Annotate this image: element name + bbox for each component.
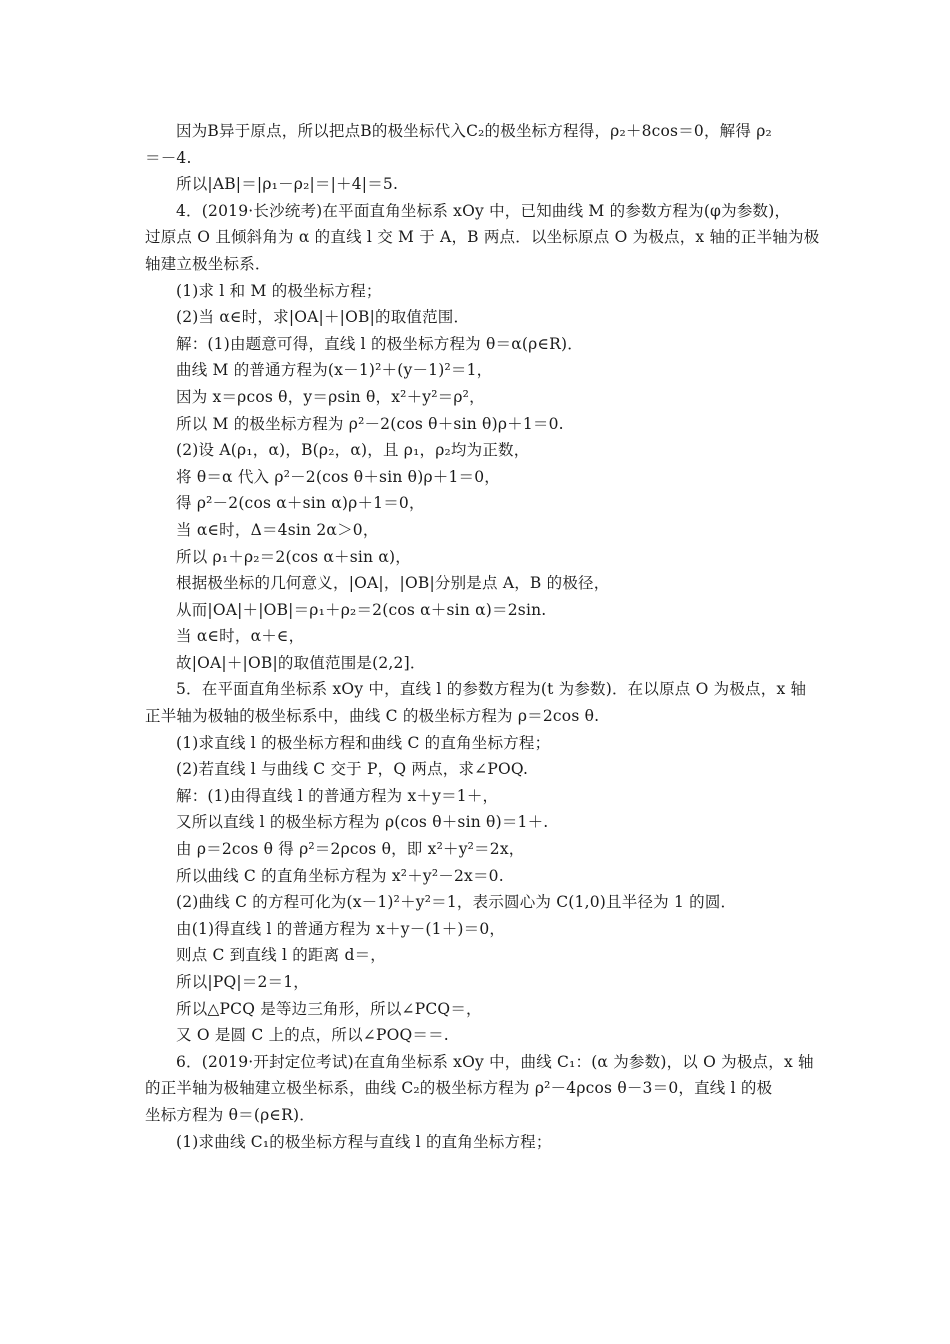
text-line: 过原点 O 且倾斜角为 α 的直线 l 交 M 于 A，B 两点．以坐标原点 O 为极点，x 轴的正半轴为极 — [145, 228, 820, 247]
text-line: 6．(2019·开封定位考试)在直角坐标系 xOy 中，曲线 C₁：(α 为参数)，以 O 为极点，x 轴 — [176, 1052, 814, 1071]
text-line: ＝－4. — [145, 148, 192, 167]
text-line: (2)若直线 l 与曲线 C 交于 P，Q 两点，求∠POQ. — [176, 760, 529, 779]
text-line: 从而|OA|＋|OB|＝ρ₁＋ρ₂＝2(cos α＋sin α)＝2sin. — [176, 600, 547, 619]
text-line: (1)求 l 和 M 的极坐标方程； — [176, 281, 382, 300]
text-line: 解：(1)由得直线 l 的普通方程为 x＋y＝1＋， — [176, 786, 499, 805]
text-line: 所以曲线 C 的直角坐标方程为 x²＋y²－2x＝0. — [176, 866, 504, 885]
text-line: (2)曲线 C 的方程可化为(x－1)²＋y²＝1，表示圆心为 C(1,0)且半径为 1 的圆． — [176, 893, 737, 912]
text-line: 由 ρ＝2cos θ 得 ρ²＝2ρcos θ，即 x²＋y²＝2x， — [176, 840, 525, 859]
text-line: 的正半轴为极轴建立极坐标系，曲线 C₂的极坐标方程为 ρ²－4ρcos θ－3＝0，直线 l 的极 — [145, 1079, 773, 1098]
text-line: 又所以直线 l 的极坐标方程为 ρ(cos θ＋sin θ)＝1＋. — [176, 813, 549, 832]
text-line: (2)当 α∈时，求|OA|＋|OB|的取值范围． — [176, 308, 470, 327]
text-line: 当 α∈时，α＋∈， — [176, 627, 305, 646]
text-line: 则点 C 到直线 l 的距离 d＝， — [176, 946, 386, 965]
text-line: 将 θ＝α 代入 ρ²－2(cos θ＋sin θ)ρ＋1＝0， — [176, 467, 500, 486]
text-line: 正半轴为极轴的极坐标系中，曲线 C 的极坐标方程为 ρ＝2cos θ. — [145, 707, 600, 726]
text-line: 根据极坐标的几何意义，|OA|，|OB|分别是点 A，B 的极径， — [176, 574, 610, 593]
text-line: 解：(1)由题意可得，直线 l 的极坐标方程为 θ＝α(ρ∈R)． — [176, 334, 583, 353]
text-line: (1)求直线 l 的极坐标方程和曲线 C 的直角坐标方程； — [176, 733, 551, 752]
text-line: 当 α∈时，Δ＝4sin 2α＞0， — [176, 520, 379, 539]
text-line: (1)求曲线 C₁的极坐标方程与直线 l 的直角坐标方程； — [176, 1132, 552, 1151]
text-line: 所以△PCQ 是等边三角形，所以∠PCQ＝， — [176, 999, 482, 1018]
text-line: 坐标方程为 θ＝(ρ∈R)． — [145, 1105, 315, 1124]
text-line: 轴建立极坐标系． — [145, 254, 271, 273]
text-line: (2)设 A(ρ₁，α)，B(ρ₂，α)，且 ρ₁，ρ₂均为正数， — [176, 441, 530, 460]
text-line: 所以|PQ|＝2＝1， — [176, 973, 310, 991]
text-line: 所以 ρ₁＋ρ₂＝2(cos α＋sin α)， — [176, 547, 411, 566]
text-line: 得 ρ²－2(cos α＋sin α)ρ＋1＝0， — [176, 494, 425, 513]
text-line: 4．(2019·长沙统考)在平面直角坐标系 xOy 中，已知曲线 M 的参数方程为(φ为参数)， — [176, 201, 791, 220]
text-line: 又 O 是圆 C 上的点，所以∠POQ＝＝. — [176, 1026, 449, 1045]
text-line: 5．在平面直角坐标系 xOy 中，直线 l 的参数方程为(t 为参数)．在以原点 O 为极点，x 轴 — [176, 680, 807, 699]
text-line: 所以 M 的极坐标方程为 ρ²－2(cos θ＋sin θ)ρ＋1＝0. — [176, 414, 564, 433]
text-line: 曲线 M 的普通方程为(x－1)²＋(y－1)²＝1， — [176, 361, 493, 380]
text-line: 由(1)得直线 l 的普通方程为 x＋y－(1＋)＝0， — [176, 919, 506, 938]
text-line: 因为B异于原点，所以把点B的极坐标代入C₂的极坐标方程得，ρ₂＋8cos＝0，解得 ρ₂ — [176, 122, 772, 140]
document-body — [145, 118, 820, 1155]
text-line: 所以|AB|＝|ρ₁－ρ₂|＝|＋4|＝5. — [176, 175, 399, 194]
text-line: 因为 x＝ρcos θ，y＝ρsin θ，x²＋y²＝ρ²， — [176, 387, 485, 406]
text-line: 故|OA|＋|OB|的取值范围是(2,2]． — [176, 653, 426, 672]
